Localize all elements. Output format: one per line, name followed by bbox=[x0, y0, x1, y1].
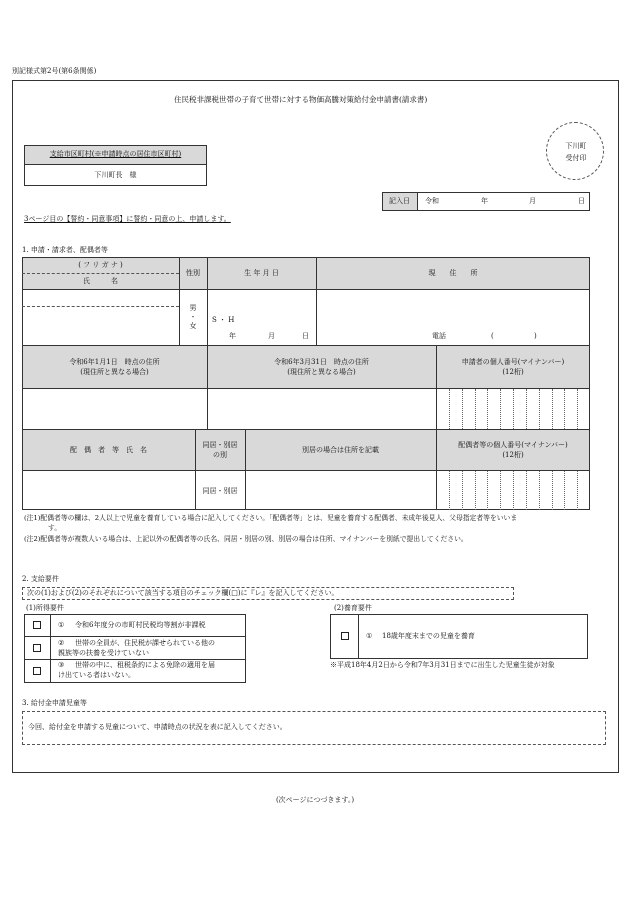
income-item-2-num: ② bbox=[58, 639, 65, 647]
addr-jan-header-1: 令和6年1月1日 時点の住所 bbox=[69, 358, 160, 366]
digit-divider bbox=[513, 389, 514, 429]
date-day[interactable]: 日 bbox=[578, 197, 585, 205]
digit-divider bbox=[552, 471, 553, 510]
consent-note: 3ページ目の【誓約・同意事項】に誓約・同意の上、申請します。 bbox=[24, 215, 231, 223]
date-year[interactable]: 年 bbox=[481, 197, 488, 205]
cohabit-header-2: の別 bbox=[213, 451, 227, 459]
child-item-text: 18歳年度末までの児童を養育 bbox=[382, 632, 475, 640]
mynumber-header-2: (12桁) bbox=[502, 368, 524, 376]
note2: (注2)配偶者等が複数人いる場合は、上記以外の配偶者等の氏名、同居・別居の別、別居の場合は住所、マイナンバーを別紙で提出してください。 bbox=[24, 535, 468, 543]
digit-divider bbox=[475, 389, 476, 429]
income-item-1-text: 令和6年度分の市町村民税均等割が非課税 bbox=[75, 621, 206, 629]
digit-divider bbox=[513, 471, 514, 510]
income-checkbox-1[interactable] bbox=[33, 621, 41, 629]
instruction-text: 次の(1)および(2)のそれぞれについて該当する項目のチェック欄(□)に『レ』を記入してください。 bbox=[27, 589, 339, 597]
separate-addr-field[interactable] bbox=[246, 471, 435, 509]
digit-divider bbox=[564, 389, 565, 429]
digit-divider bbox=[500, 471, 501, 510]
child-note: ※平成18年4月2日から令和7年3月31日までに出生した児童生徒が対象 bbox=[330, 661, 555, 669]
municipality-value[interactable]: 下川町長 様 bbox=[94, 171, 137, 179]
child-checkbox[interactable] bbox=[341, 632, 349, 640]
income-item-2-text-2: 親族等の扶養を受けていない bbox=[58, 649, 149, 657]
income-item-3-text-1: 世帯の中に、租税条約による免除の適用を届 bbox=[75, 661, 215, 669]
cohabit-header-1: 同居・別居 bbox=[202, 441, 238, 449]
addr-jan-field[interactable] bbox=[23, 389, 206, 428]
birth-year[interactable]: 年 bbox=[229, 332, 236, 340]
birth-day[interactable]: 日 bbox=[302, 332, 309, 340]
mynumber-header-1: 申請者の個人番号(マイナンバー) bbox=[461, 358, 565, 366]
income-item-3-text-2: け出ている者はいない。 bbox=[58, 671, 135, 679]
addr-jan-header-2: (現住所と異なる場合) bbox=[80, 368, 149, 376]
date-month[interactable]: 月 bbox=[529, 197, 536, 205]
phone-paren-close: ) bbox=[534, 332, 537, 340]
digit-divider bbox=[552, 389, 553, 429]
digit-divider bbox=[462, 389, 463, 429]
gender-male[interactable]: 男 bbox=[189, 304, 197, 312]
digit-divider bbox=[449, 389, 450, 429]
phone-label: 電話 bbox=[432, 332, 446, 340]
note1-line1: (注1)配偶者等の欄は、2人以上で児童を養育している場合に記入してください。「配偶者等」とは、児童を養育する配偶者、未成年後見人、父母指定者等をいいま bbox=[24, 514, 518, 522]
birthdate-header: 生 年 月 日 bbox=[244, 269, 279, 277]
section3-heading: 3. 給付金申請児童等 bbox=[22, 699, 87, 707]
furigana-header: ( フ リ ガ ナ ) bbox=[78, 261, 123, 269]
digit-divider bbox=[487, 389, 488, 429]
digit-divider bbox=[487, 471, 488, 510]
stamp-line1: 下川町 bbox=[565, 142, 587, 150]
date-era: 令和 bbox=[425, 197, 439, 205]
digit-divider bbox=[449, 471, 450, 510]
separate-addr-header: 別居の場合は住所を記載 bbox=[302, 446, 379, 454]
digit-divider bbox=[462, 471, 463, 510]
form-title: 住民税非課税世帯の子育て世帯に対する物価高騰対策給付金申請書(請求書) bbox=[174, 95, 428, 104]
spouse-name-field[interactable] bbox=[23, 471, 194, 509]
income-heading: (1)所得要件 bbox=[26, 604, 64, 612]
gender-header: 性別 bbox=[186, 269, 200, 277]
reception-stamp bbox=[546, 122, 604, 180]
address-header: 現 住 所 bbox=[428, 269, 478, 277]
income-checkbox-2[interactable] bbox=[33, 644, 41, 652]
income-item-3-num: ③ bbox=[58, 661, 65, 669]
address-field[interactable] bbox=[317, 290, 589, 330]
section1-heading: 1. 申請・請求者、配偶者等 bbox=[22, 246, 108, 254]
continued-footer: (次ページにつづきます。) bbox=[275, 796, 355, 804]
digit-divider bbox=[500, 389, 501, 429]
addr-mar-field[interactable] bbox=[208, 389, 435, 428]
income-item-2-text-1: 世帯の全員が、住民税が課せられている他の bbox=[75, 639, 215, 647]
name-header: 氏 名 bbox=[83, 277, 118, 285]
name-field[interactable] bbox=[23, 307, 178, 344]
spouse-mynumber-header-2: (12桁) bbox=[502, 451, 524, 459]
income-checkbox-3[interactable] bbox=[33, 667, 41, 675]
addr-mar-header-2: (現住所と異なる場合) bbox=[287, 368, 356, 376]
note1-line2: す。 bbox=[48, 524, 62, 532]
gender-female[interactable]: 女 bbox=[189, 322, 197, 330]
cohabit-value[interactable]: 同居・別居 bbox=[202, 487, 238, 495]
form-number: 別記様式第2号(第6条関係) bbox=[12, 67, 97, 75]
digit-divider bbox=[475, 471, 476, 510]
digit-divider bbox=[526, 471, 527, 510]
phone-paren-open: ( bbox=[491, 332, 494, 340]
digit-divider bbox=[577, 471, 578, 510]
digit-divider bbox=[539, 389, 540, 429]
child-heading: (2)養育要件 bbox=[334, 604, 372, 612]
digit-divider bbox=[539, 471, 540, 510]
income-item-1-num: ① bbox=[58, 621, 65, 629]
birth-month[interactable]: 月 bbox=[268, 332, 275, 340]
stamp-line2: 受付印 bbox=[565, 154, 587, 162]
digit-divider bbox=[564, 471, 565, 510]
municipality-header: 支給市区町村(※申請時点の居住市区町村) bbox=[49, 150, 182, 158]
digit-divider bbox=[577, 389, 578, 429]
spouse-mynumber-header-1: 配偶者等の個人番号(マイナンバー) bbox=[458, 441, 568, 449]
section2-heading: 2. 支給要件 bbox=[22, 575, 59, 583]
furigana-field[interactable] bbox=[23, 290, 178, 305]
birth-era[interactable]: S ・ H bbox=[212, 316, 235, 324]
child-item-num: ① bbox=[366, 632, 373, 640]
date-label: 記入日 bbox=[389, 197, 410, 205]
digit-divider bbox=[526, 389, 527, 429]
gender-dot: ・ bbox=[189, 313, 197, 321]
section3-text: 今回、給付金を申請する児童について、申請時点の状況を表に記入してください。 bbox=[28, 723, 287, 731]
addr-mar-header-1: 令和6年3月31日 時点の住所 bbox=[274, 358, 369, 366]
spouse-name-header: 配 偶 者 等 氏 名 bbox=[70, 446, 147, 454]
